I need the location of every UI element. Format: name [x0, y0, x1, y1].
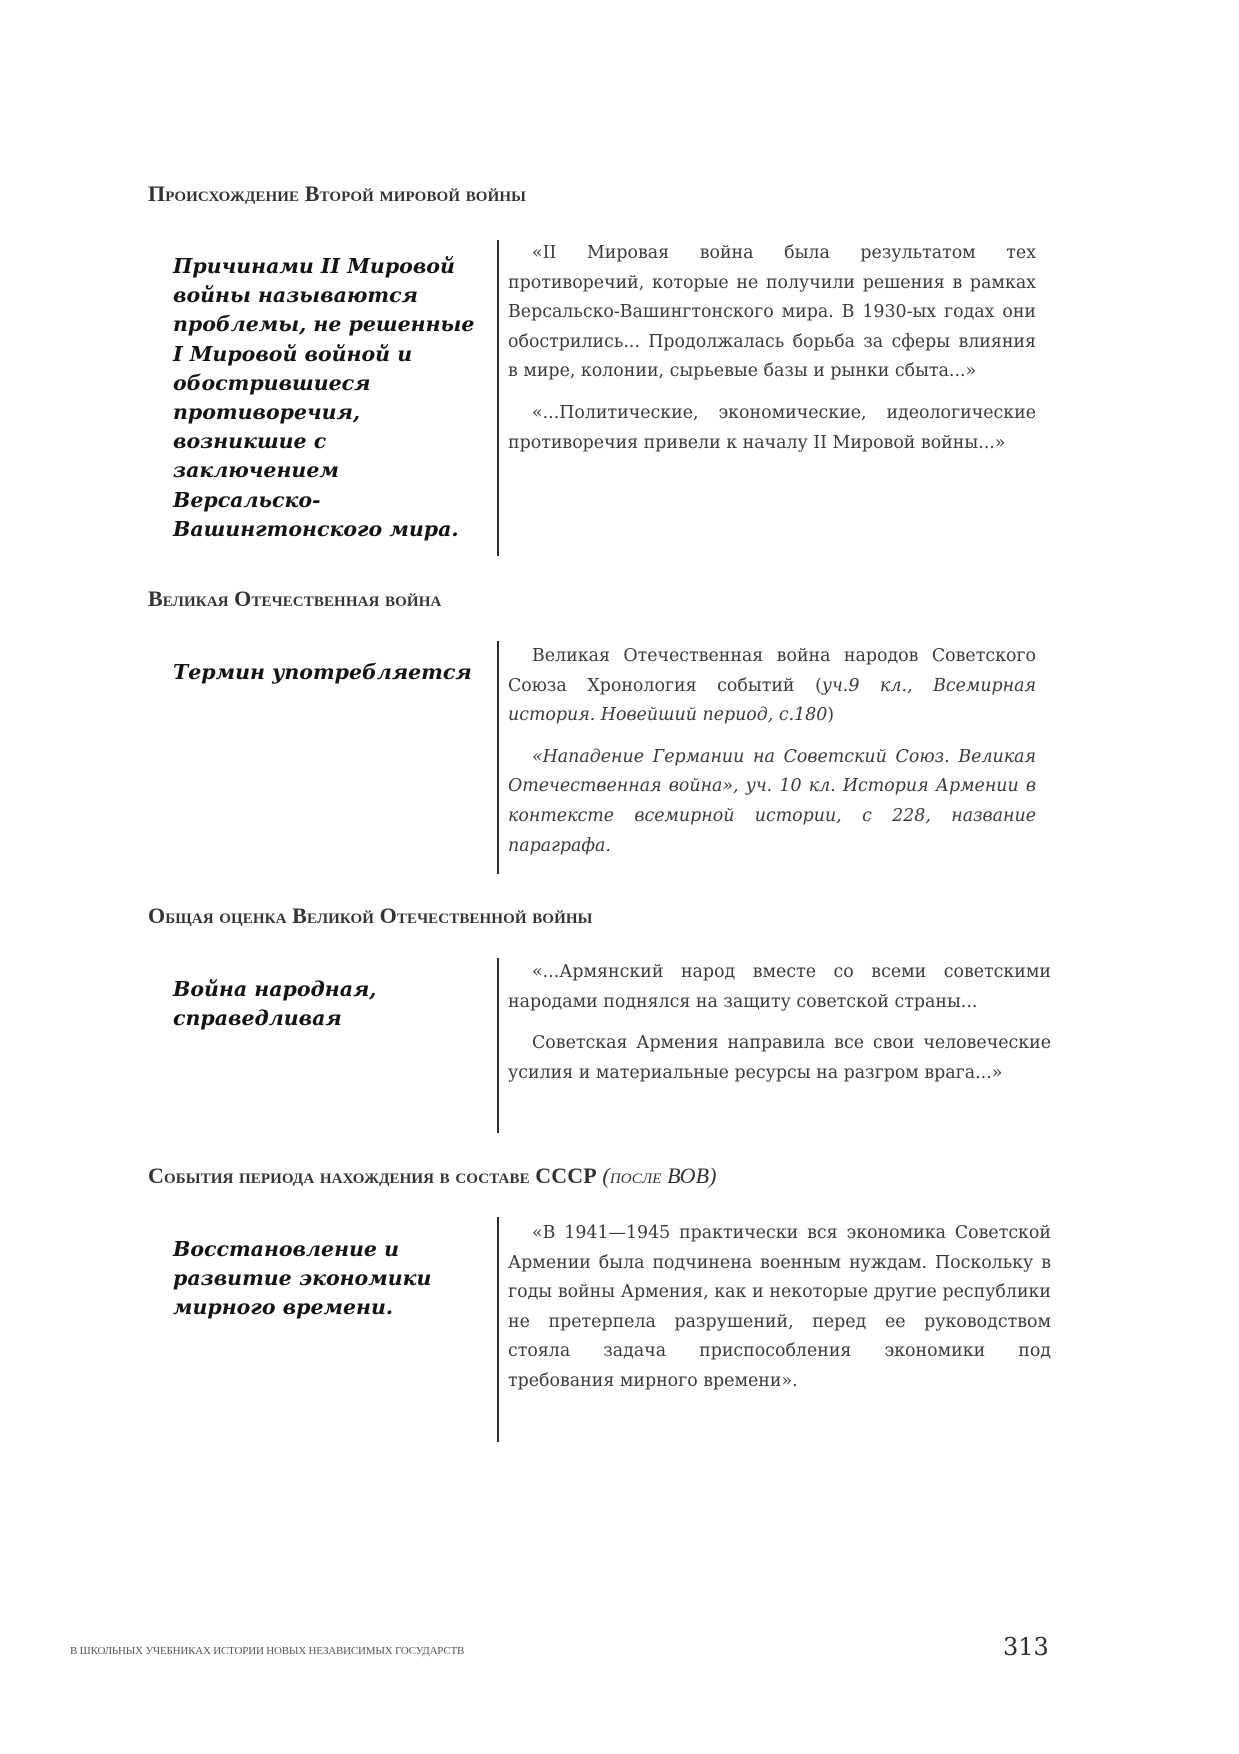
quote-paragraph: «В 1941—1945 практически вся экономика Советской Армении была подчинена военным нуждам. Поскольку в годы войны Армения, как и некоторые другие республики не претерпела разрушений, перед ее руководством стояла задача приспособления экономики под требования мирного времени».: [508, 1223, 1051, 1391]
quote-block-origins: [508, 239, 1036, 470]
quote-text: Великая Отечественная война народов Советского Союза Хронология событий (: [508, 646, 1036, 696]
quote-paragraph: «II Мировая война была результатом тех противоречий, которые не получили решения в рамках Версальско-Вашингтонского мира. В 1930-ых годах они обострились... Продолжалась борьба за сферы влияния в мире, колонии, сырьевые базы и рынки сбыта...»: [508, 243, 1036, 382]
quote-paragraph: «...Армянский народ вместе со всеми советскими народами поднялся на защиту советской страны...: [508, 962, 1051, 1012]
heading-main: События периода нахождения в составе СССР: [148, 1163, 597, 1188]
quote-block-gpw: [508, 642, 1036, 873]
running-footer-title: В ШКОЛЬНЫХ УЧЕБНИКАХ ИСТОРИИ НОВЫХ НЕЗАВИСИМЫХ ГОСУДАРСТВ: [70, 1645, 465, 1657]
term-causes-ww2: Причинами II Мировой войны называются проблемы, не решенные I Мировой войной и обострившиеся противоречия, возникшие с заключением Версальско-Вашингтонского мира.: [173, 254, 475, 541]
quote-block-ussr-period: [508, 1219, 1051, 1409]
heading-suffix: (после ВОВ): [602, 1163, 717, 1188]
quote-close: ): [827, 705, 835, 726]
quote-paragraph: «...Политические, экономические, идеологические противоречия привели к началу II Мировой войны...»: [508, 402, 1036, 453]
term-reconstruction: Восстановление и развитие экономики мирного времени.: [173, 1237, 432, 1320]
quote-paragraph: «Нападение Германии на Советский Союз. Великая Отечественная война», уч. 10 кл. История Армении в контексте всемирной истории, с 228, название параграфа.: [508, 746, 1036, 856]
quote-paragraph: [508, 642, 1036, 731]
quote-source: уч.9 кл., Всемирная история. Новейший период, с.180: [508, 675, 1036, 726]
section-heading-ussr-period: [148, 1163, 717, 1189]
column-divider: [497, 1217, 499, 1442]
section-heading-origins-ww2: Происхождение Второй мировой войны: [148, 181, 526, 206]
quote-block-assessment: [508, 958, 1051, 1100]
quote-paragraph: Советская Армения направила все свои человеческие усилия и материальные ресурсы на разгром врага...»: [508, 1033, 1051, 1083]
term-peoples-war: Война народная, справедливая: [173, 977, 377, 1031]
page-number: 313: [1003, 1633, 1049, 1661]
column-divider: [497, 240, 499, 556]
column-divider: [497, 641, 499, 874]
column-divider: [497, 958, 499, 1133]
term-usage: Термин употребляется: [173, 660, 472, 684]
section-heading-general-assessment: Общая оценка Великой Отечественной войны: [148, 903, 593, 928]
section-heading-great-patriotic-war: Великая Отечественная война: [148, 586, 442, 611]
